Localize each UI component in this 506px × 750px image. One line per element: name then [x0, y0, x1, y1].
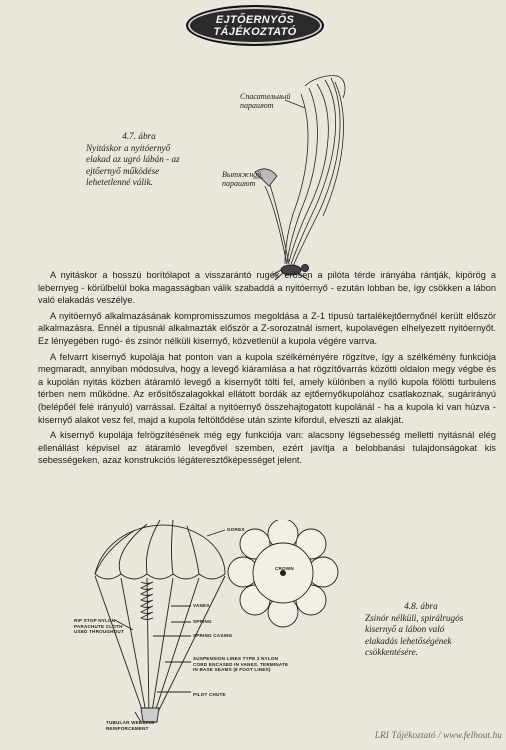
label-vanes: VANES [193, 603, 210, 608]
label-webbing: TUBULAR WEBBING REINFORCEMENT [106, 720, 155, 731]
header-banner [186, 5, 324, 46]
figure-47-label-bottom: Вытяжной парашют [222, 170, 262, 188]
figure-47-caption-text: Nyitáskor a nyitóernyő elakad az ugró lábán - az ejtőernyő működése lehetetlenné válik. [86, 142, 180, 187]
header-title-line2: TÁJÉKOZTATÓ [213, 25, 297, 38]
figure-47-caption [86, 131, 192, 189]
figure-48-crown-drawing [218, 520, 348, 630]
figure-47-label-top: Спасательный парашют [240, 92, 291, 110]
label-spring-casing: SPRING CASING [193, 633, 233, 638]
figure-47-title: 4.7. ábra [122, 131, 156, 141]
label-crown: CROWN [275, 566, 294, 571]
figure-48-caption [365, 601, 477, 659]
paragraph-2: A nyitóernyő alkalmazásának kompromisszumos megoldása a Z-1 típusú tartalékejtőernyőnél került először alkalmazásra. Ennél a típusnál alkalmazták először a Z-sorozatnál ismert, kupolavégen elhelyezett nyitóernyőt. Ez lényegében rugó- és zsinór nélküli kisernyő, közvetlenül a kupola végére varrva. [38, 310, 496, 346]
paragraph-4: A kisernyő kupolája felrögzítésének még egy funkciója van: alacsony légsebesség melletti nyitásnál elég ellenállást képvisel az átáramló levegővel szemben, ezért javítja a belobbanási tulajdonságokat kis sebességeken, azaz konstrukciós légáteresztőképességet jelent. [38, 430, 496, 466]
header-title-line1: EJTŐERNYŐS [215, 13, 295, 26]
label-spring: SPRING [193, 619, 212, 624]
body-text [38, 269, 496, 470]
label-suspension: SUSPENSION LINES TYPE 2 NYLON CORD ENCASED IN VANES. TERMINATE IN BASE SEAMS (8 FOOT LINES) [193, 656, 289, 672]
footer-source: LRI Tájékoztató / www.felhout.hu [374, 731, 502, 741]
paragraph-3: A felvarrt kisernyő kupolája hat ponton van a kupola szélkéményére rögzítve, így a szélkémény funkciója megmaradt, annyiban módosulva, hogy a levegő kiáramlása a hat rögzítővarrás közötti oldalon megy végbe és a kupolán nyitás közben átáramló levegő a kisernyőt tölti fel, amely különben a nyíló kupola fölötti turbulens térben nem működne. Az erősítőszalagokkal ellátott bordák az ejtőernyőkupolához csatlakoznak, sugárirányú (belépőél felé irányuló) varrással. Ezáltal a nyitóernyő összehajtogatott kupolánál - ha a kupola ki van húzva - kisernyő alakot vesz fel, majd a kupola feltöltődése után szinte kifordul, elveszti az alakját. [38, 351, 496, 425]
label-rip-stop: RIP STOP NYLON PARACHUTE CLOTH USED THROUGHOUT [74, 618, 124, 634]
paragraph-1: A nyitáskor a hosszú borítólapot a visszarántó rugók erősen a pilóta térde irányába rántják, kipörög a lebernyeg - körülbelül boka magasságban válik szabaddá a nyitóernyő - ezután lobban be, így csökken a lábon való elakadás veszélye. [38, 270, 496, 306]
label-pilot-chute: PILOT CHUTE [193, 692, 226, 697]
label-gores: GORES [227, 527, 245, 532]
figure-48-title: 4.8. ábra [404, 601, 438, 611]
figure-48-caption-text: Zsinór nélküli, spirálrugós kisernyő a lábon való elakadás lehetőségének csökkentésére. [365, 612, 464, 657]
